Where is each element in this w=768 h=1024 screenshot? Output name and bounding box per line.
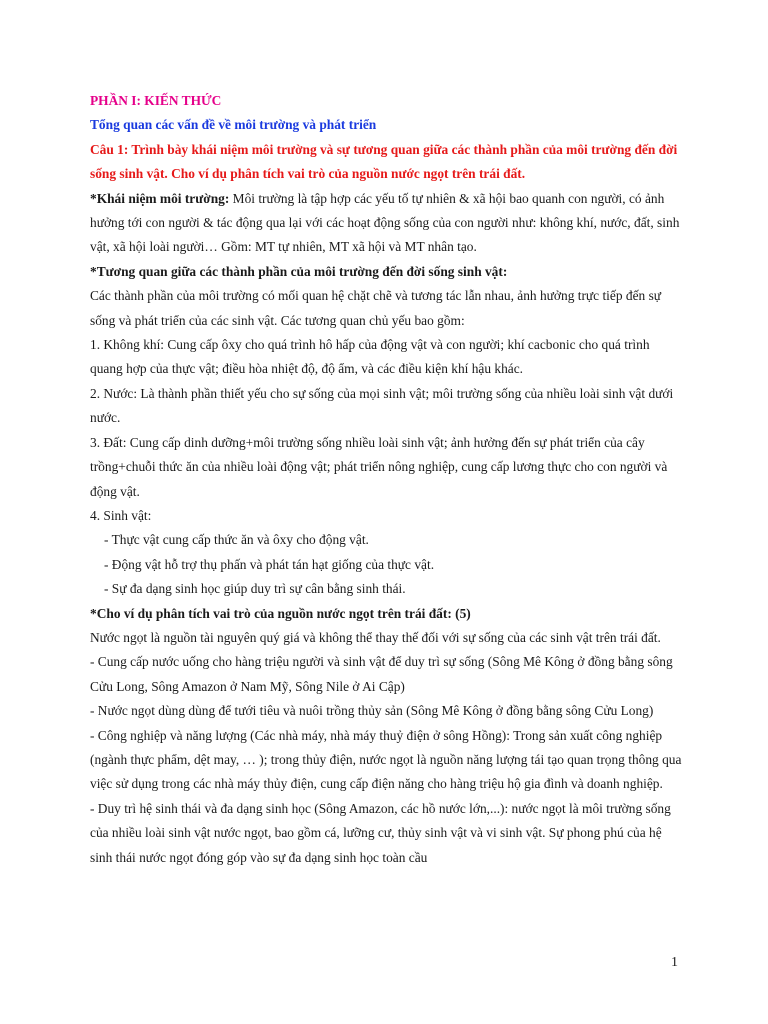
section-title: Tổng quan các vấn đề về môi trường và phát triển (90, 117, 377, 133)
correlation-heading: *Tương quan giữa các thành phần của môi trường đến đời sống sinh vật: (90, 263, 508, 279)
example-point-drinking: - Cung cấp nước uống cho hàng triệu người và sinh vật để duy trì sự sống (Sông Mê Kông ở đồng bằng sông Cửu Long, Sông Amazon ở Nam Mỹ, Sông Nile ở Ai Cập) (90, 654, 673, 694)
definition-text: Môi trường là tập hợp các yếu tố tự nhiên & xã hội bao quanh con người, có ảnh hưởng tới con người & tác động qua lại với các hoạt động sống của con người như: không khí, nước, đất, sinh vật, xã hội loài người… Gồm: MT tự nhiên, MT xã hội và MT nhân tạo. (90, 190, 680, 255)
definition-label: *Khái niệm môi trường: (90, 190, 230, 206)
list-item-air: 1. Không khí: Cung cấp ôxy cho quá trình hô hấp của động vật và con người; khí cacbonic cho quá trình quang hợp của thực vật; điều hòa nhiệt độ, độ ẩm, và các điều kiện khí hậu khác. (90, 337, 650, 377)
part-title: PHẦN I: KIẾN THỨC (90, 93, 222, 108)
list-item-soil: 3. Đất: Cung cấp dinh dưỡng+môi trường sống nhiều loài sinh vật; ảnh hưởng đến sự phát triển của cây trồng+chuỗi thức ăn của nhiều loài động vật; phát triển nông nghiệp, cung cấp lương thực cho con người và động vật. (90, 434, 668, 499)
correlation-intro: Các thành phần của môi trường có mối quan hệ chặt chẽ và tương tác lẫn nhau, ảnh hưởng trực tiếp đến sự sống và phát triển của các sinh vật. Các tương quan chủ yếu bao gồm: (90, 288, 662, 328)
sub-item-biodiversity: - Sự đa dạng sinh học giúp duy trì sự cân bằng sinh thái. (104, 581, 406, 597)
example-point-industry: - Công nghiệp và năng lượng (Các nhà máy, nhà máy thuỷ điện ở sông Hồng): Trong sản xuất công nghiệp (ngành thực phẩm, dệt may, … ); trong thủy điện, nước ngọt là nguồn năng lượng tái tạo quan trọng thông qua việc sử dụng trong các nhà máy thủy điện, cung cấp điện năng cho hàng triệu hộ gia đình và doanh nghiệp. (90, 727, 682, 792)
document-page (90, 89, 682, 870)
sub-item-animals: - Động vật hỗ trợ thụ phấn và phát tán hạt giống của thực vật. (104, 556, 435, 572)
example-point-ecosystem: - Duy trì hệ sinh thái và đa dạng sinh học (Sông Amazon, các hồ nước lớn,...): nước ngọt là môi trường sống của nhiều loài sinh vật nước ngọt, bao gồm cá, lưỡng cư, thủy sinh vật và vi sinh vật. Sự phong phú của hệ sinh thái nước ngọt đóng góp vào sự đa dạng sinh học toàn cầu (90, 800, 671, 865)
question-1: Câu 1: Trình bày khái niệm môi trường và sự tương quan giữa các thành phần của môi trường đến đời sống sinh vật. Cho ví dụ phân tích vai trò của nguồn nước ngọt trên trái đất. (90, 141, 678, 182)
definition-paragraph (90, 187, 682, 260)
sub-item-plants: - Thực vật cung cấp thức ăn và ôxy cho động vật. (104, 532, 369, 548)
example-intro: Nước ngọt là nguồn tài nguyên quý giá và không thể thay thế đối với sự sống của các sinh vật trên trái đất. (90, 629, 661, 645)
page-number: 1 (671, 955, 678, 970)
list-item-organisms: 4. Sinh vật: (90, 507, 152, 523)
example-point-irrigation: - Nước ngọt dùng dùng để tưới tiêu và nuôi trồng thủy sản (Sông Mê Kông ở đồng bằng sông Cửu Long) (90, 703, 654, 719)
example-heading: *Cho ví dụ phân tích vai trò của nguồn nước ngọt trên trái đất: (5) (90, 605, 471, 621)
list-item-water: 2. Nước: Là thành phần thiết yếu cho sự sống của mọi sinh vật; môi trường sống của nhiều loài sinh vật dưới nước. (90, 385, 674, 426)
